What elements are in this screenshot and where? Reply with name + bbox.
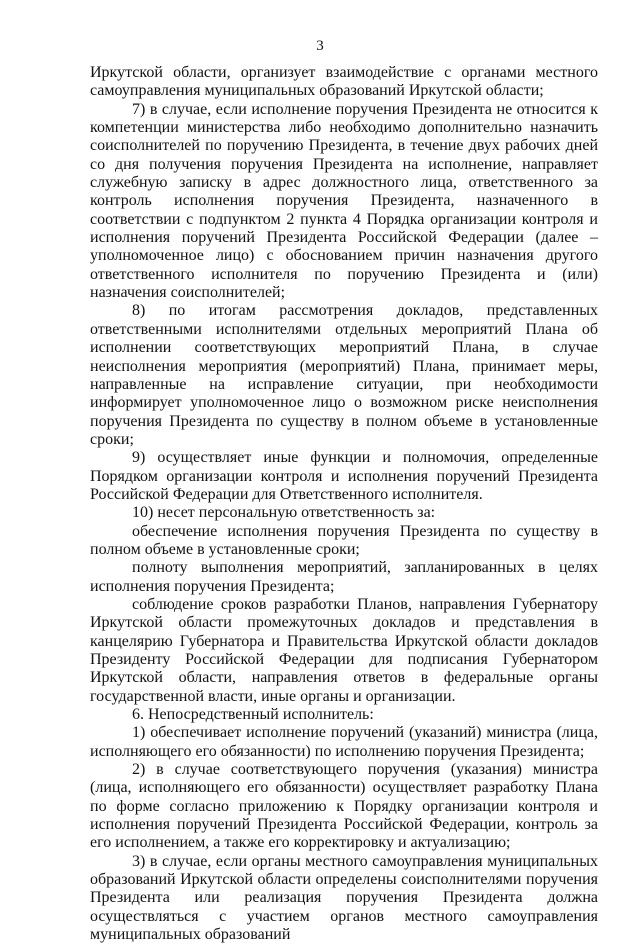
paragraph: 7) в случае, если исполнение поручения Президента не относится к компетенции министерства либо необходимо дополнительно назначить соисполнителей по поручению Президента, в течение двух рабочих дней со дня получения поручения Президента на исполнение, направляет служебную записку в адрес должностного лица, ответственного за контроль исполнения поручения Президента, назначенного в соответствии с подпунктом 2 пункта 4 Порядка организации контроля и исполнения поручений Президента Российской Федерации (далее – уполномоченное лицо) с обоснованием причин назначения другого ответственного исполнителя по поручению Президента и (или) назначения соисполнителей; [90,100,598,302]
paragraph: 3) в случае, если органы местного самоуправления муниципальных образований Иркутской области определены соисполнителями поручения Президента или реализация поручения Президента должна осуществляться с участием органов местного самоуправления муниципальных образований [90,852,598,944]
page-number: 3 [316,38,324,54]
paragraph: Иркутской области, организует взаимодействие с органами местного самоуправления муниципальных образований Иркутской области; [90,64,598,100]
paragraph: обеспечение исполнения поручения Президента по существу в полном объеме в установленные сроки; [90,522,598,558]
document-body [90,64,598,945]
paragraph: 8) по итогам рассмотрения докладов, представленных ответственными исполнителями отдельных мероприятий Плана об исполнении соответствующих мероприятий Плана, в случае неисполнения мероприятия (мероприятий) Плана, принимает меры, направленные на исправление ситуации, при необходимости информирует уполномоченное лицо о возможном риске неисполнения поручения Президента по существу в полном объеме в установленные сроки; [90,302,598,448]
paragraph: соблюдение сроков разработки Планов, направления Губернатору Иркутской области промежуточных докладов и представления в канцелярию Губернатора и Правительства Иркутской области докладов Президенту Российской Федерации для подписания Губернатором Иркутской области, направления ответов в федеральные органы государственной власти, иные органы и организации. [90,595,598,705]
paragraph: 9) осуществляет иные функции и полномочия, определенные Порядком организации контроля и исполнения поручений Президента Российской Федерации для Ответственного исполнителя. [90,449,598,503]
paragraph: 6. Непосредственный исполнитель: [132,706,374,724]
paragraph: полноту выполнения мероприятий, запланированных в целях исполнения поручения Президента; [90,559,598,595]
paragraph: 1) обеспечивает исполнение поручений (указаний) министра (лица, исполняющего его обязанности) по исполнению поручения Президента; [90,724,598,760]
paragraph: 2) в случае соответствующего поручения (указания) министра (лица, исполняющего его обязанности) осуществляет разработку Плана по форме согласно приложению к Порядку организации контроля и исполнения поручений Президента Российской Федерации, контроль за его исполнением, а также его корректировку и актуализацию; [90,761,598,852]
paragraph: 10) несет персональную ответственность за: [132,504,436,522]
